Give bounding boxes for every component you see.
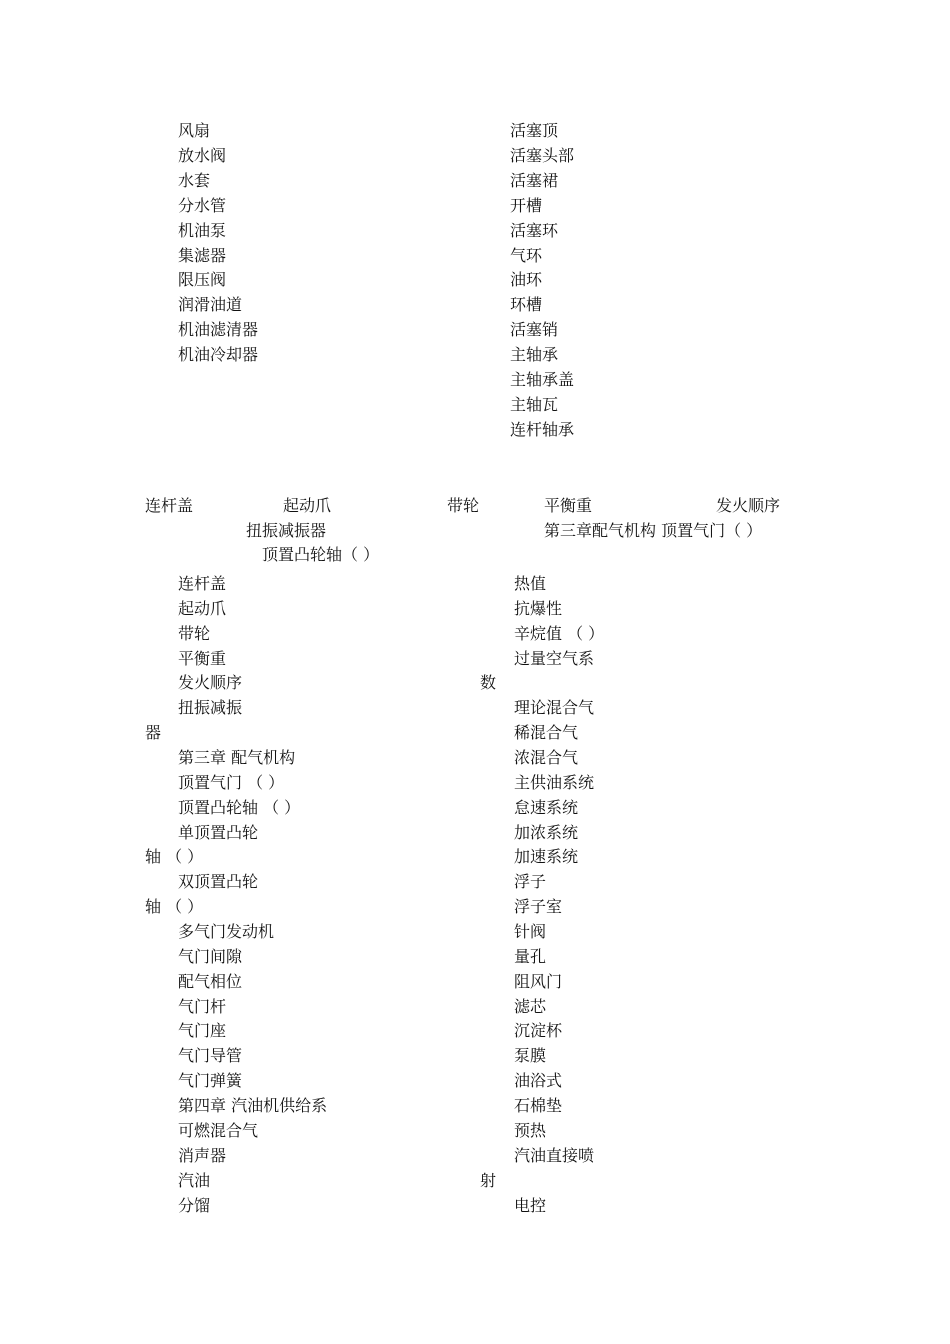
term-item: 活塞头部	[510, 145, 575, 165]
term-item: 连杆盖	[178, 574, 227, 593]
term-item: 射	[480, 1170, 497, 1190]
term-item: 第四章 汽油机供给系	[178, 1096, 328, 1116]
term-item: 机油滤清器	[178, 320, 259, 340]
mid-chapter-heading: 第三章配气机构 顶置气门（ ）	[544, 521, 763, 540]
term-item: 润滑油道	[178, 295, 243, 315]
term-item: 多气门发动机	[178, 922, 275, 942]
term-item: 气门弹簧	[178, 1071, 243, 1091]
term-item: 活塞裙	[510, 170, 559, 190]
term-item: 加速系统	[514, 847, 579, 867]
term-item: 分馏	[178, 1195, 211, 1215]
term-item: 汽油	[178, 1170, 211, 1190]
term-item: 阻风门	[514, 971, 563, 991]
term-item: 滤芯	[514, 996, 547, 1016]
mid-term: 起动爪	[283, 496, 332, 515]
term-item: 加浓系统	[514, 822, 579, 842]
term-item: 浮子	[514, 872, 547, 892]
term-item: 过量空气系	[514, 648, 595, 668]
term-item: 稀混合气	[514, 723, 579, 743]
term-item: 活塞销	[510, 320, 559, 340]
term-item: 汽油直接喷	[514, 1145, 595, 1165]
term-item: 活塞顶	[510, 121, 559, 140]
term-item: 预热	[514, 1120, 547, 1140]
term-item: 浮子室	[514, 897, 563, 917]
term-item: 可燃混合气	[178, 1120, 259, 1140]
term-item: 发火顺序	[178, 673, 243, 693]
term-item: 水套	[178, 170, 211, 190]
term-item: 器	[145, 723, 162, 743]
term-item: 起动爪	[178, 598, 227, 618]
term-item: 气门座	[178, 1021, 227, 1041]
term-item: 开槽	[510, 195, 543, 215]
term-item: 主轴承	[510, 345, 559, 365]
term-item: 活塞环	[510, 220, 559, 240]
term-item: 怠速系统	[514, 797, 579, 817]
term-item: 主轴瓦	[510, 394, 559, 414]
term-item: 机油泵	[178, 220, 227, 240]
term-item: 放水阀	[178, 145, 227, 165]
term-item: 电控	[514, 1195, 547, 1215]
term-item: 单顶置凸轮	[178, 822, 259, 842]
term-item: 热值	[514, 574, 547, 593]
term-item: 量孔	[514, 946, 547, 966]
term-item: 理论混合气	[514, 698, 595, 718]
term-item: 连杆轴承	[510, 419, 575, 439]
term-item: 针阀	[514, 922, 547, 942]
term-item: 限压阀	[178, 270, 227, 290]
term-item: 扭振减振	[178, 698, 243, 718]
term-item: 沉淀杯	[514, 1021, 563, 1041]
mid-term: 顶置凸轮轴（ ）	[262, 545, 380, 564]
term-item: 辛烷值 （ ）	[514, 623, 605, 643]
mid-term: 扭振减振器	[246, 521, 327, 540]
term-item: 风扇	[178, 121, 211, 140]
term-item: 气环	[510, 245, 543, 265]
mid-term: 平衡重	[544, 496, 593, 515]
term-item: 带轮	[178, 623, 211, 643]
term-item: 气门间隙	[178, 946, 243, 966]
term-item: 气门杆	[178, 996, 227, 1016]
mid-term: 带轮	[447, 496, 480, 515]
term-item: 泵膜	[514, 1046, 547, 1066]
term-item: 数	[480, 673, 497, 693]
term-item: 轴 （ ）	[145, 847, 204, 867]
term-item: 主轴承盖	[510, 370, 575, 389]
mid-term: 发火顺序	[716, 496, 781, 515]
term-item: 集滤器	[178, 245, 227, 265]
term-item: 顶置凸轮轴 （ ）	[178, 797, 301, 817]
term-item: 消声器	[178, 1145, 227, 1165]
mid-term: 连杆盖	[145, 496, 194, 515]
term-item: 油浴式	[514, 1071, 563, 1091]
term-item: 配气相位	[178, 971, 243, 991]
term-item: 主供油系统	[514, 772, 595, 792]
term-item: 石棉垫	[514, 1096, 563, 1116]
term-item: 抗爆性	[514, 598, 563, 618]
term-item: 机油冷却器	[178, 345, 259, 365]
term-item: 油环	[510, 270, 543, 290]
term-item: 浓混合气	[514, 748, 579, 768]
term-item: 轴 （ ）	[145, 897, 204, 917]
term-item: 分水管	[178, 195, 227, 215]
term-item: 环槽	[510, 295, 543, 315]
term-item: 双顶置凸轮	[178, 872, 259, 892]
term-item: 第三章 配气机构	[178, 748, 296, 768]
term-item: 平衡重	[178, 648, 227, 668]
term-item: 气门导管	[178, 1046, 243, 1066]
term-item: 顶置气门 （ ）	[178, 772, 285, 792]
